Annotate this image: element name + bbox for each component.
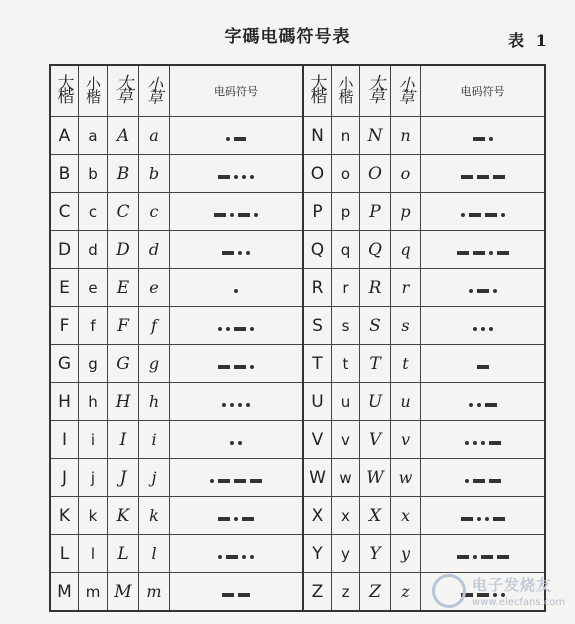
dash-mark	[493, 517, 505, 521]
morse-code-symbol	[457, 555, 509, 559]
cell-code	[170, 459, 304, 497]
morse-code-symbol	[222, 403, 250, 407]
dash-mark	[461, 517, 473, 521]
dot-mark	[469, 289, 473, 293]
cell-lower-script: h	[139, 383, 170, 421]
dot-mark	[250, 175, 254, 179]
cell-code	[170, 269, 304, 307]
cell-upper-script: K	[108, 497, 139, 535]
dash-mark	[218, 365, 230, 369]
cell-upper-print: L	[50, 535, 79, 573]
dot-mark	[238, 441, 242, 445]
morse-code-symbol	[218, 365, 254, 369]
cell-code	[421, 193, 546, 231]
cell-lower-script: t	[391, 345, 421, 383]
cell-lower-script: m	[139, 573, 170, 612]
cell-lower-script: c	[139, 193, 170, 231]
cell-code	[421, 117, 546, 155]
cell-upper-script: X	[360, 497, 391, 535]
page-title: 字碼电碼符号表	[224, 27, 351, 47]
morse-code-symbol	[234, 289, 238, 293]
cell-lower-print: o	[332, 155, 360, 193]
cell-upper-script: Q	[360, 231, 391, 269]
morse-code-symbol	[218, 175, 254, 179]
header-row	[50, 65, 545, 117]
cell-upper-script: I	[108, 421, 139, 459]
cell-upper-script: T	[360, 345, 391, 383]
cell-code	[421, 459, 546, 497]
dot-mark	[238, 403, 242, 407]
dot-mark	[242, 555, 246, 559]
dot-mark	[250, 365, 254, 369]
table-row	[50, 231, 545, 269]
header-code: 电码符号	[421, 65, 546, 117]
cell-lower-print: t	[332, 345, 360, 383]
cell-lower-script: i	[139, 421, 170, 459]
dot-mark	[230, 213, 234, 217]
morse-code-symbol	[465, 441, 501, 445]
cell-upper-print: Z	[303, 573, 332, 612]
dot-mark	[465, 441, 469, 445]
cell-upper-print: C	[50, 193, 79, 231]
dot-mark	[473, 441, 477, 445]
cell-upper-script: Y	[360, 535, 391, 573]
dash-mark	[238, 213, 250, 217]
cell-upper-script: M	[108, 573, 139, 612]
cell-lower-script: w	[391, 459, 421, 497]
cell-upper-script: Z	[360, 573, 391, 612]
cell-upper-print: J	[50, 459, 79, 497]
cell-upper-print: U	[303, 383, 332, 421]
cell-code	[170, 497, 304, 535]
cell-code	[170, 573, 304, 612]
cell-upper-script: L	[108, 535, 139, 573]
dash-mark	[226, 555, 238, 559]
cell-lower-print: q	[332, 231, 360, 269]
header-upper-print: 大楷	[303, 65, 332, 117]
cell-upper-print: Q	[303, 231, 332, 269]
cell-code	[421, 155, 546, 193]
header-lower-print: 小楷	[79, 65, 108, 117]
table-row	[50, 117, 545, 155]
cell-upper-print: R	[303, 269, 332, 307]
cell-lower-script: v	[391, 421, 421, 459]
dash-mark	[489, 479, 501, 483]
cell-lower-print: u	[332, 383, 360, 421]
dash-mark	[250, 479, 262, 483]
cell-lower-print: h	[79, 383, 108, 421]
cell-upper-print: O	[303, 155, 332, 193]
cell-upper-script: N	[360, 117, 391, 155]
cell-lower-print: l	[79, 535, 108, 573]
dash-mark	[489, 441, 501, 445]
morse-code-symbol	[218, 327, 254, 331]
cell-code	[421, 535, 546, 573]
dot-mark	[481, 327, 485, 331]
cell-upper-print: F	[50, 307, 79, 345]
cell-code	[421, 421, 546, 459]
cell-upper-print: B	[50, 155, 79, 193]
header-upper-script: 大草	[360, 65, 391, 117]
cell-lower-print: g	[79, 345, 108, 383]
morse-code-symbol	[210, 479, 262, 483]
cell-lower-print: n	[332, 117, 360, 155]
cell-lower-print: p	[332, 193, 360, 231]
dash-mark	[457, 251, 469, 255]
cell-upper-print: A	[50, 117, 79, 155]
dot-mark	[465, 479, 469, 483]
cell-upper-print: K	[50, 497, 79, 535]
dash-mark	[234, 479, 246, 483]
cell-code	[421, 497, 546, 535]
dash-mark	[218, 479, 230, 483]
cell-upper-script: R	[360, 269, 391, 307]
morse-code-symbol	[461, 517, 505, 521]
morse-code-symbol	[469, 289, 497, 293]
dash-mark	[238, 593, 250, 597]
morse-code-symbol	[461, 213, 505, 217]
cell-code	[421, 269, 546, 307]
cell-upper-script: C	[108, 193, 139, 231]
watermark	[432, 572, 572, 620]
cell-upper-print: D	[50, 231, 79, 269]
cell-upper-print: M	[50, 573, 79, 612]
cell-code	[421, 307, 546, 345]
dot-mark	[254, 213, 258, 217]
dot-mark	[226, 327, 230, 331]
dash-mark	[457, 555, 469, 559]
cell-lower-script: z	[391, 573, 421, 612]
dot-mark	[230, 441, 234, 445]
cell-upper-print: Y	[303, 535, 332, 573]
cell-upper-script: B	[108, 155, 139, 193]
cell-code	[170, 155, 304, 193]
cell-lower-script: n	[391, 117, 421, 155]
dash-mark	[477, 175, 489, 179]
dot-mark	[473, 327, 477, 331]
cell-code	[170, 421, 304, 459]
dash-mark	[222, 251, 234, 255]
table-row	[50, 459, 545, 497]
morse-code-symbol	[222, 593, 250, 597]
cell-lower-print: w	[332, 459, 360, 497]
dash-mark	[477, 365, 489, 369]
dot-mark	[218, 327, 222, 331]
cell-lower-script: u	[391, 383, 421, 421]
cell-upper-script: V	[360, 421, 391, 459]
table-row	[50, 307, 545, 345]
cell-lower-script: l	[139, 535, 170, 573]
cell-lower-script: p	[391, 193, 421, 231]
dot-mark	[238, 251, 242, 255]
header-lower-script: 小草	[391, 65, 421, 117]
cell-lower-print: k	[79, 497, 108, 535]
table-row	[50, 535, 545, 573]
dot-mark	[501, 213, 505, 217]
watermark-logo-icon	[432, 574, 466, 608]
cell-lower-script: k	[139, 497, 170, 535]
watermark-title: 电子发烧友	[472, 576, 553, 594]
dot-mark	[246, 403, 250, 407]
cell-lower-print: s	[332, 307, 360, 345]
cell-lower-script: b	[139, 155, 170, 193]
cell-upper-print: W	[303, 459, 332, 497]
dot-mark	[210, 479, 214, 483]
dot-mark	[493, 289, 497, 293]
cell-lower-print: y	[332, 535, 360, 573]
cell-upper-script: J	[108, 459, 139, 497]
cell-lower-print: c	[79, 193, 108, 231]
cell-upper-script: H	[108, 383, 139, 421]
dot-mark	[234, 289, 238, 293]
cell-lower-script: d	[139, 231, 170, 269]
dash-mark	[485, 403, 497, 407]
cell-upper-script: F	[108, 307, 139, 345]
cell-code	[170, 535, 304, 573]
cell-upper-script: E	[108, 269, 139, 307]
dot-mark	[242, 175, 246, 179]
dot-mark	[473, 555, 477, 559]
cell-code	[170, 193, 304, 231]
cell-lower-script: j	[139, 459, 170, 497]
cell-lower-print: x	[332, 497, 360, 535]
morse-code-symbol	[477, 365, 489, 369]
cell-upper-script: P	[360, 193, 391, 231]
cell-lower-print: r	[332, 269, 360, 307]
dot-mark	[461, 213, 465, 217]
dot-mark	[489, 137, 493, 141]
cell-code	[170, 231, 304, 269]
dash-mark	[497, 555, 509, 559]
dot-mark	[230, 403, 234, 407]
dot-mark	[469, 403, 473, 407]
cell-code	[170, 383, 304, 421]
dot-mark	[485, 517, 489, 521]
morse-code-symbol	[457, 251, 509, 255]
cell-lower-script: q	[391, 231, 421, 269]
cell-lower-script: s	[391, 307, 421, 345]
morse-code-symbol	[230, 441, 242, 445]
cell-upper-script: A	[108, 117, 139, 155]
cell-lower-script: o	[391, 155, 421, 193]
dot-mark	[234, 175, 238, 179]
dash-mark	[493, 175, 505, 179]
dot-mark	[250, 327, 254, 331]
morse-code-symbol	[226, 137, 246, 141]
cell-upper-print: G	[50, 345, 79, 383]
dot-mark	[481, 441, 485, 445]
dash-mark	[485, 213, 497, 217]
cell-lower-print: d	[79, 231, 108, 269]
dash-mark	[473, 137, 485, 141]
cell-code	[421, 231, 546, 269]
dash-mark	[218, 517, 230, 521]
cell-lower-print: e	[79, 269, 108, 307]
dash-mark	[481, 555, 493, 559]
cell-code	[170, 307, 304, 345]
cell-lower-script: f	[139, 307, 170, 345]
morse-code-symbol	[461, 175, 505, 179]
cell-code	[170, 345, 304, 383]
dash-mark	[234, 365, 246, 369]
header-lower-script: 小草	[139, 65, 170, 117]
cell-code	[421, 345, 546, 383]
table-row	[50, 345, 545, 383]
table-number: 表 1	[508, 31, 550, 50]
dash-mark	[469, 213, 481, 217]
dash-mark	[461, 175, 473, 179]
dot-mark	[246, 251, 250, 255]
header-lower-print: 小楷	[332, 65, 360, 117]
cell-upper-print: I	[50, 421, 79, 459]
morse-code-symbol	[473, 137, 493, 141]
dot-mark	[489, 327, 493, 331]
header-upper-print: 大楷	[50, 65, 79, 117]
dot-mark	[477, 403, 481, 407]
cell-lower-print: z	[332, 573, 360, 612]
cell-upper-print: S	[303, 307, 332, 345]
table-row	[50, 269, 545, 307]
cell-lower-script: y	[391, 535, 421, 573]
cell-upper-script: S	[360, 307, 391, 345]
cell-lower-print: a	[79, 117, 108, 155]
cell-lower-print: m	[79, 573, 108, 612]
cell-lower-print: f	[79, 307, 108, 345]
dash-mark	[473, 479, 485, 483]
cell-upper-print: T	[303, 345, 332, 383]
table-row	[50, 193, 545, 231]
dot-mark	[222, 403, 226, 407]
table-row	[50, 155, 545, 193]
dash-mark	[222, 593, 234, 597]
dot-mark	[226, 137, 230, 141]
morse-code-symbol	[465, 479, 501, 483]
dash-mark	[234, 327, 246, 331]
table-row	[50, 383, 545, 421]
morse-code-symbol	[473, 327, 493, 331]
table-row	[50, 421, 545, 459]
cell-code	[170, 117, 304, 155]
header-code: 电码符号	[170, 65, 304, 117]
dash-mark	[473, 251, 485, 255]
dash-mark	[477, 289, 489, 293]
cell-upper-print: V	[303, 421, 332, 459]
cell-lower-print: v	[332, 421, 360, 459]
morse-code-symbol	[222, 251, 250, 255]
cell-upper-print: E	[50, 269, 79, 307]
watermark-url: www.elecfans.com	[472, 597, 566, 608]
dot-mark	[489, 251, 493, 255]
cell-lower-print: b	[79, 155, 108, 193]
cell-upper-script: D	[108, 231, 139, 269]
morse-code-table	[49, 64, 546, 612]
dash-mark	[214, 213, 226, 217]
morse-code-symbol	[214, 213, 258, 217]
dash-mark	[218, 175, 230, 179]
dot-mark	[234, 517, 238, 521]
dot-mark	[218, 555, 222, 559]
cell-upper-print: H	[50, 383, 79, 421]
dash-mark	[234, 137, 246, 141]
dash-mark	[242, 517, 254, 521]
morse-code-symbol	[218, 555, 254, 559]
morse-code-symbol	[218, 517, 254, 521]
morse-code-symbol	[469, 403, 497, 407]
cell-lower-print: j	[79, 459, 108, 497]
cell-lower-script: x	[391, 497, 421, 535]
header-upper-script: 大草	[108, 65, 139, 117]
table-row	[50, 497, 545, 535]
cell-upper-print: P	[303, 193, 332, 231]
cell-upper-script: W	[360, 459, 391, 497]
cell-lower-script: e	[139, 269, 170, 307]
cell-upper-script: G	[108, 345, 139, 383]
dash-mark	[497, 251, 509, 255]
cell-lower-script: g	[139, 345, 170, 383]
cell-lower-script: a	[139, 117, 170, 155]
dot-mark	[477, 517, 481, 521]
cell-lower-script: r	[391, 269, 421, 307]
cell-upper-print: N	[303, 117, 332, 155]
cell-upper-script: O	[360, 155, 391, 193]
cell-upper-script: U	[360, 383, 391, 421]
cell-code	[421, 383, 546, 421]
dot-mark	[250, 555, 254, 559]
cell-upper-print: X	[303, 497, 332, 535]
cell-lower-print: i	[79, 421, 108, 459]
